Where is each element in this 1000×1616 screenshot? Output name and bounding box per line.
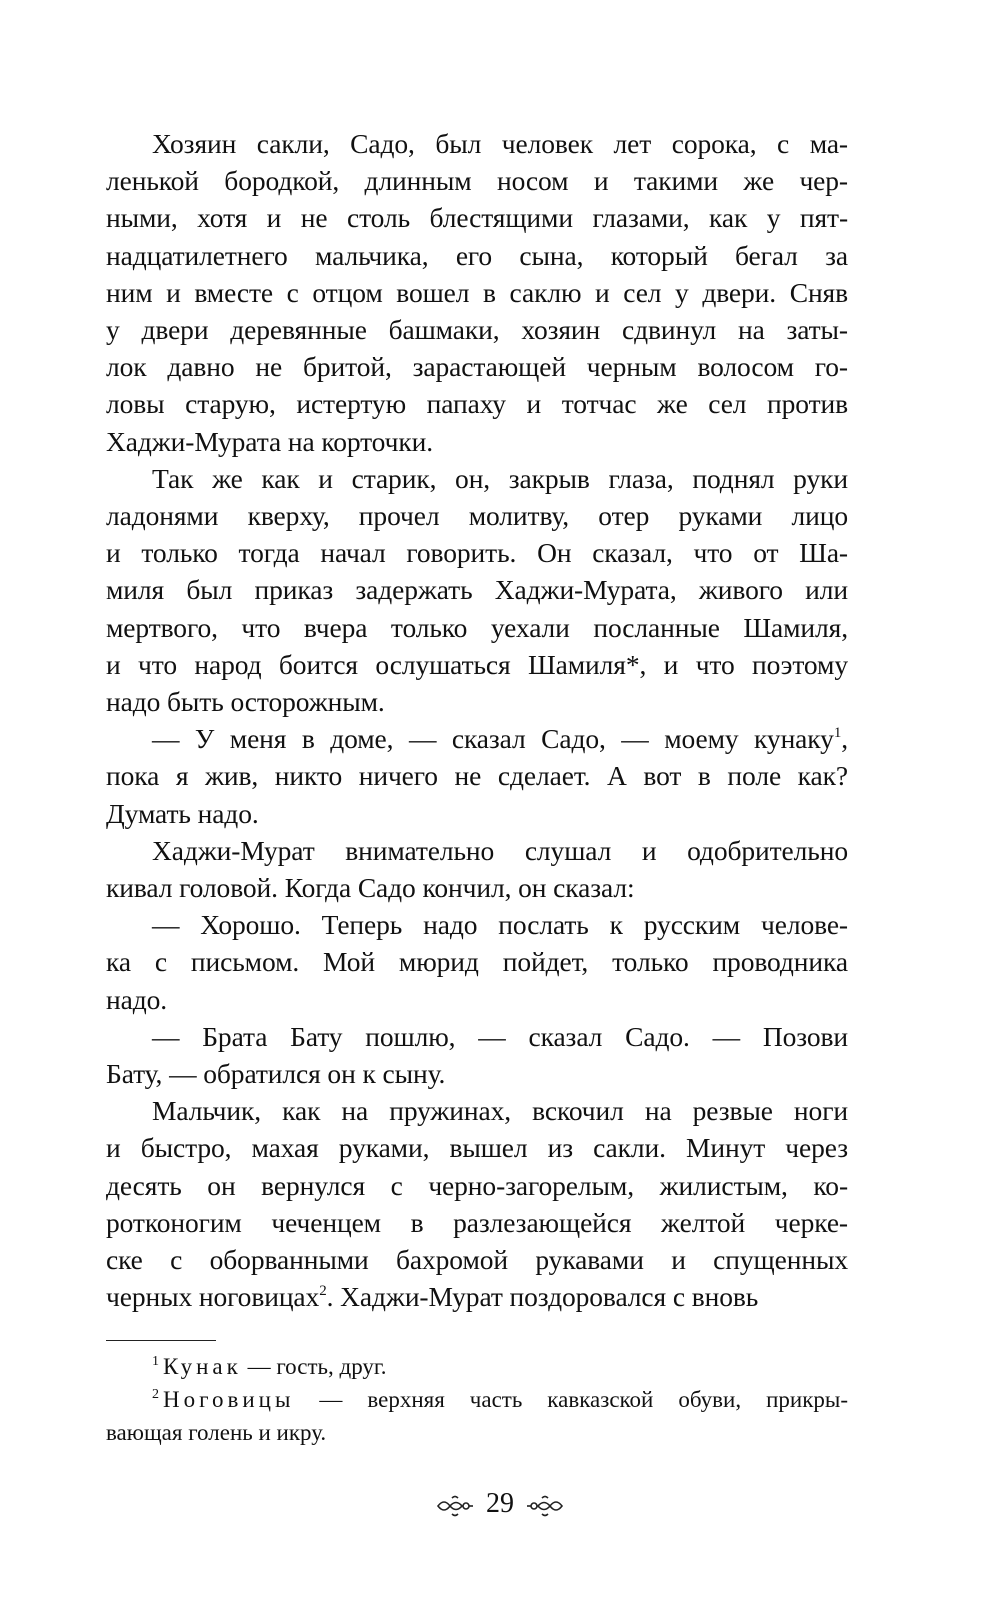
main-text	[106, 125, 848, 1316]
text-line	[106, 385, 848, 422]
text-line	[106, 1092, 848, 1129]
text-line	[106, 981, 848, 1018]
text-line	[106, 125, 848, 162]
footnote-1-term: Кунак	[163, 1354, 242, 1379]
footnote-2	[106, 1383, 848, 1449]
text-run: Бату, — обратился он к сыну.	[106, 1058, 446, 1090]
text-run: ним и вместе с отцом вошел в саклю и сел у двери. Сняв	[106, 276, 848, 308]
text-line	[106, 646, 848, 683]
text-run: и быстро, махая руками, вышел из сакли. Минут через	[106, 1132, 848, 1164]
footnote-1	[106, 1350, 848, 1383]
footnote-1-line	[106, 1350, 848, 1383]
text-line	[106, 1129, 848, 1166]
text-run: ленькой бородкой, длинным носом и такими же чер-	[106, 165, 848, 197]
text-line	[106, 1204, 848, 1241]
text-run: Так же как и старик, он, закрыв глаза, поднял руки	[152, 462, 848, 494]
right-ornament-icon	[526, 1494, 564, 1518]
text-run: надцатилетнего мальчика, его сына, который бегал за	[106, 239, 848, 271]
footnote-2-term: Ноговицы	[163, 1387, 295, 1412]
paragraph	[106, 460, 848, 720]
text-line	[106, 683, 848, 720]
text-run: пока я жив, никто ничего не сделает. А вот в поле как?	[106, 760, 848, 792]
paragraph	[106, 720, 848, 832]
paragraph	[106, 125, 848, 460]
footnote-2-line	[106, 1383, 848, 1416]
page-number: 29	[486, 1488, 514, 1519]
text-line	[106, 943, 848, 980]
paragraph	[106, 906, 848, 1018]
paragraph	[106, 1092, 848, 1315]
text-run: и что народ боится ослушаться Шамиля*, и что поэтому	[106, 648, 848, 680]
left-ornament-icon	[436, 1494, 474, 1518]
text-run: черных ноговицах	[106, 1281, 320, 1313]
text-run: . Хаджи-Мурат поздоровался с вновь	[326, 1281, 759, 1313]
text-line	[106, 237, 848, 274]
text-run: Думать надо.	[106, 797, 259, 829]
footnotes	[106, 1350, 848, 1449]
text-line	[106, 720, 848, 757]
text-line	[106, 1241, 848, 1278]
footnote-divider	[106, 1340, 216, 1341]
text-run: ротконогим чеченцем в разлезающейся желтой черке-	[106, 1206, 848, 1238]
text-run: десять он вернулся с черно-загорелым, жилистым, ко-	[106, 1169, 848, 1201]
text-line	[106, 534, 848, 571]
text-run: мертвого, что вчера только уехали посланные Шамиля,	[106, 611, 848, 643]
footnote-2-text: — верхняя часть кавказской обуви, прикры-	[294, 1387, 848, 1412]
text-line	[106, 609, 848, 646]
text-run: ными, хотя и не столь блестящими глазами, как у пят-	[106, 202, 848, 234]
footnote-1-mark: 1	[152, 1354, 159, 1369]
text-run: — Хорошо. Теперь надо послать к русским челове-	[152, 909, 848, 941]
paragraph	[106, 832, 848, 906]
text-line	[106, 757, 848, 794]
text-run: ,	[841, 723, 848, 755]
text-line	[106, 497, 848, 534]
footnote-2-mark: 2	[152, 1387, 159, 1402]
text-run: — Брата Бату пошлю, — сказал Садо. — Позови	[152, 1020, 848, 1052]
text-run: миля был приказ задержать Хаджи-Мурата, живого или	[106, 574, 848, 606]
text-run: ладонями кверху, прочел молитву, отер руками лицо	[106, 500, 848, 532]
text-line	[106, 199, 848, 236]
footnote-2-continuation: вающая голень и икру.	[106, 1420, 327, 1445]
text-run: у двери деревянные башмаки, хозяин сдвинул на заты-	[106, 314, 848, 346]
text-line	[106, 460, 848, 497]
text-line	[106, 832, 848, 869]
text-run: Хаджи-Мурата на корточки.	[106, 425, 434, 457]
text-run: лок давно не бритой, зарастающей черным волосом го-	[106, 351, 848, 383]
footnote-1-text: — гость, друг.	[241, 1354, 387, 1379]
text-run: ка с письмом. Мой мюрид пойдет, только проводника	[106, 946, 848, 978]
text-run: — У меня в доме, — сказал Садо, — моему кунаку	[152, 723, 834, 755]
text-line	[106, 1055, 848, 1092]
text-run: Хозяин сакли, Садо, был человек лет сорока, с ма-	[152, 128, 848, 159]
text-run: Мальчик, как на пружинах, вскочил на резвые ноги	[152, 1095, 848, 1127]
footnote-reference: 2	[319, 1283, 327, 1300]
text-line	[106, 274, 848, 311]
text-line	[106, 869, 848, 906]
text-line	[106, 162, 848, 199]
text-line	[106, 1167, 848, 1204]
page-footer	[0, 1486, 1000, 1522]
text-run: кивал головой. Когда Садо кончил, он сказал:	[106, 872, 635, 904]
text-line	[106, 311, 848, 348]
text-line	[106, 906, 848, 943]
text-line	[106, 571, 848, 608]
text-line	[106, 348, 848, 385]
text-line	[106, 1278, 848, 1315]
text-run: ловы старую, истертую папаху и тотчас же сел против	[106, 388, 848, 420]
text-line	[106, 795, 848, 832]
text-run: Хаджи-Мурат внимательно слушал и одобрительно	[152, 834, 848, 866]
text-run: ске с оборванными бахромой рукавами и спущенных	[106, 1244, 848, 1276]
paragraph	[106, 1018, 848, 1092]
footnote-reference: 1	[833, 725, 842, 742]
text-run: и только тогда начал говорить. Он сказал, что от Ша-	[106, 537, 848, 569]
text-line	[106, 423, 848, 460]
text-line	[106, 1018, 848, 1055]
text-run: надо.	[106, 983, 168, 1015]
text-run: надо быть осторожным.	[106, 686, 385, 718]
